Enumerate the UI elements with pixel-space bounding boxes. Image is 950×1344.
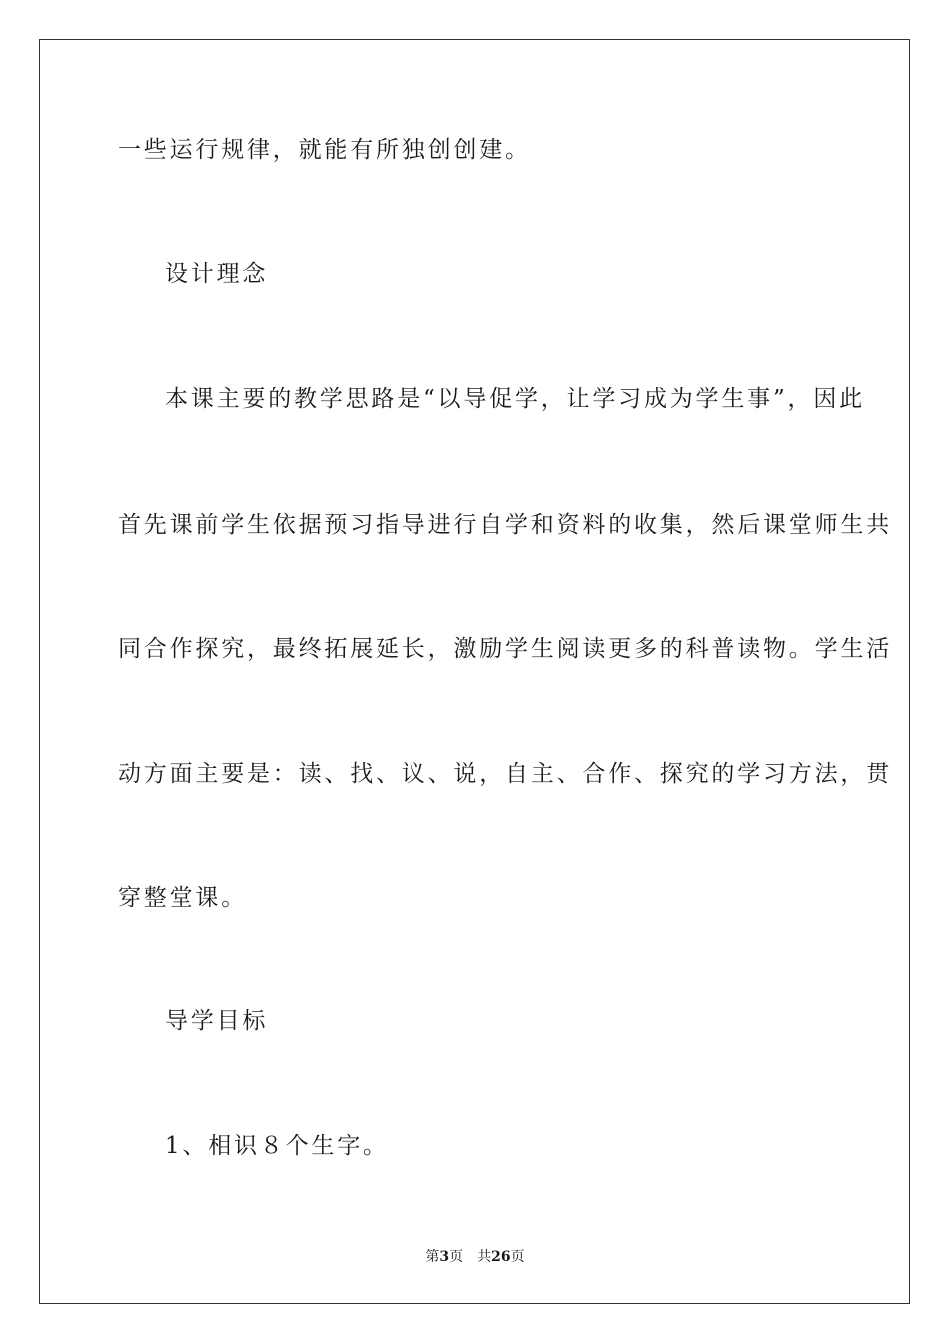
paragraph-line: 首先课前学生依据预习指导进行自学和资料的收集，然后课堂师生共 — [118, 512, 892, 538]
section-heading-design-concept: 设计理念 — [165, 261, 269, 287]
paragraph-line: 动方面主要是：读、找、议、说，自主、合作、探究的学习方法，贯 — [118, 761, 892, 787]
page-prefix: 第 — [425, 1249, 440, 1265]
paragraph-line: 一些运行规律，就能有所独创创建。 — [118, 137, 531, 163]
page-border — [39, 39, 910, 1304]
page-suffix: 页 — [449, 1249, 464, 1265]
total-pages: 26 — [491, 1249, 511, 1265]
section-heading-learning-goals: 导学目标 — [165, 1008, 269, 1034]
paragraph-line: 本课主要的教学思路是“以导促学，让学习成为学生事”，因此 — [165, 386, 865, 412]
paragraph-line: 穿整堂课。 — [118, 885, 247, 911]
total-suffix: 页 — [510, 1249, 525, 1265]
paragraph-line: 同合作探究，最终拓展延长，激励学生阅读更多的科普读物。学生活 — [118, 636, 892, 662]
page-number: 3 — [439, 1249, 450, 1265]
list-item: 1、相识８个生字。 — [165, 1133, 389, 1159]
page-footer — [0, 1248, 950, 1266]
total-prefix: 共 — [477, 1249, 492, 1265]
